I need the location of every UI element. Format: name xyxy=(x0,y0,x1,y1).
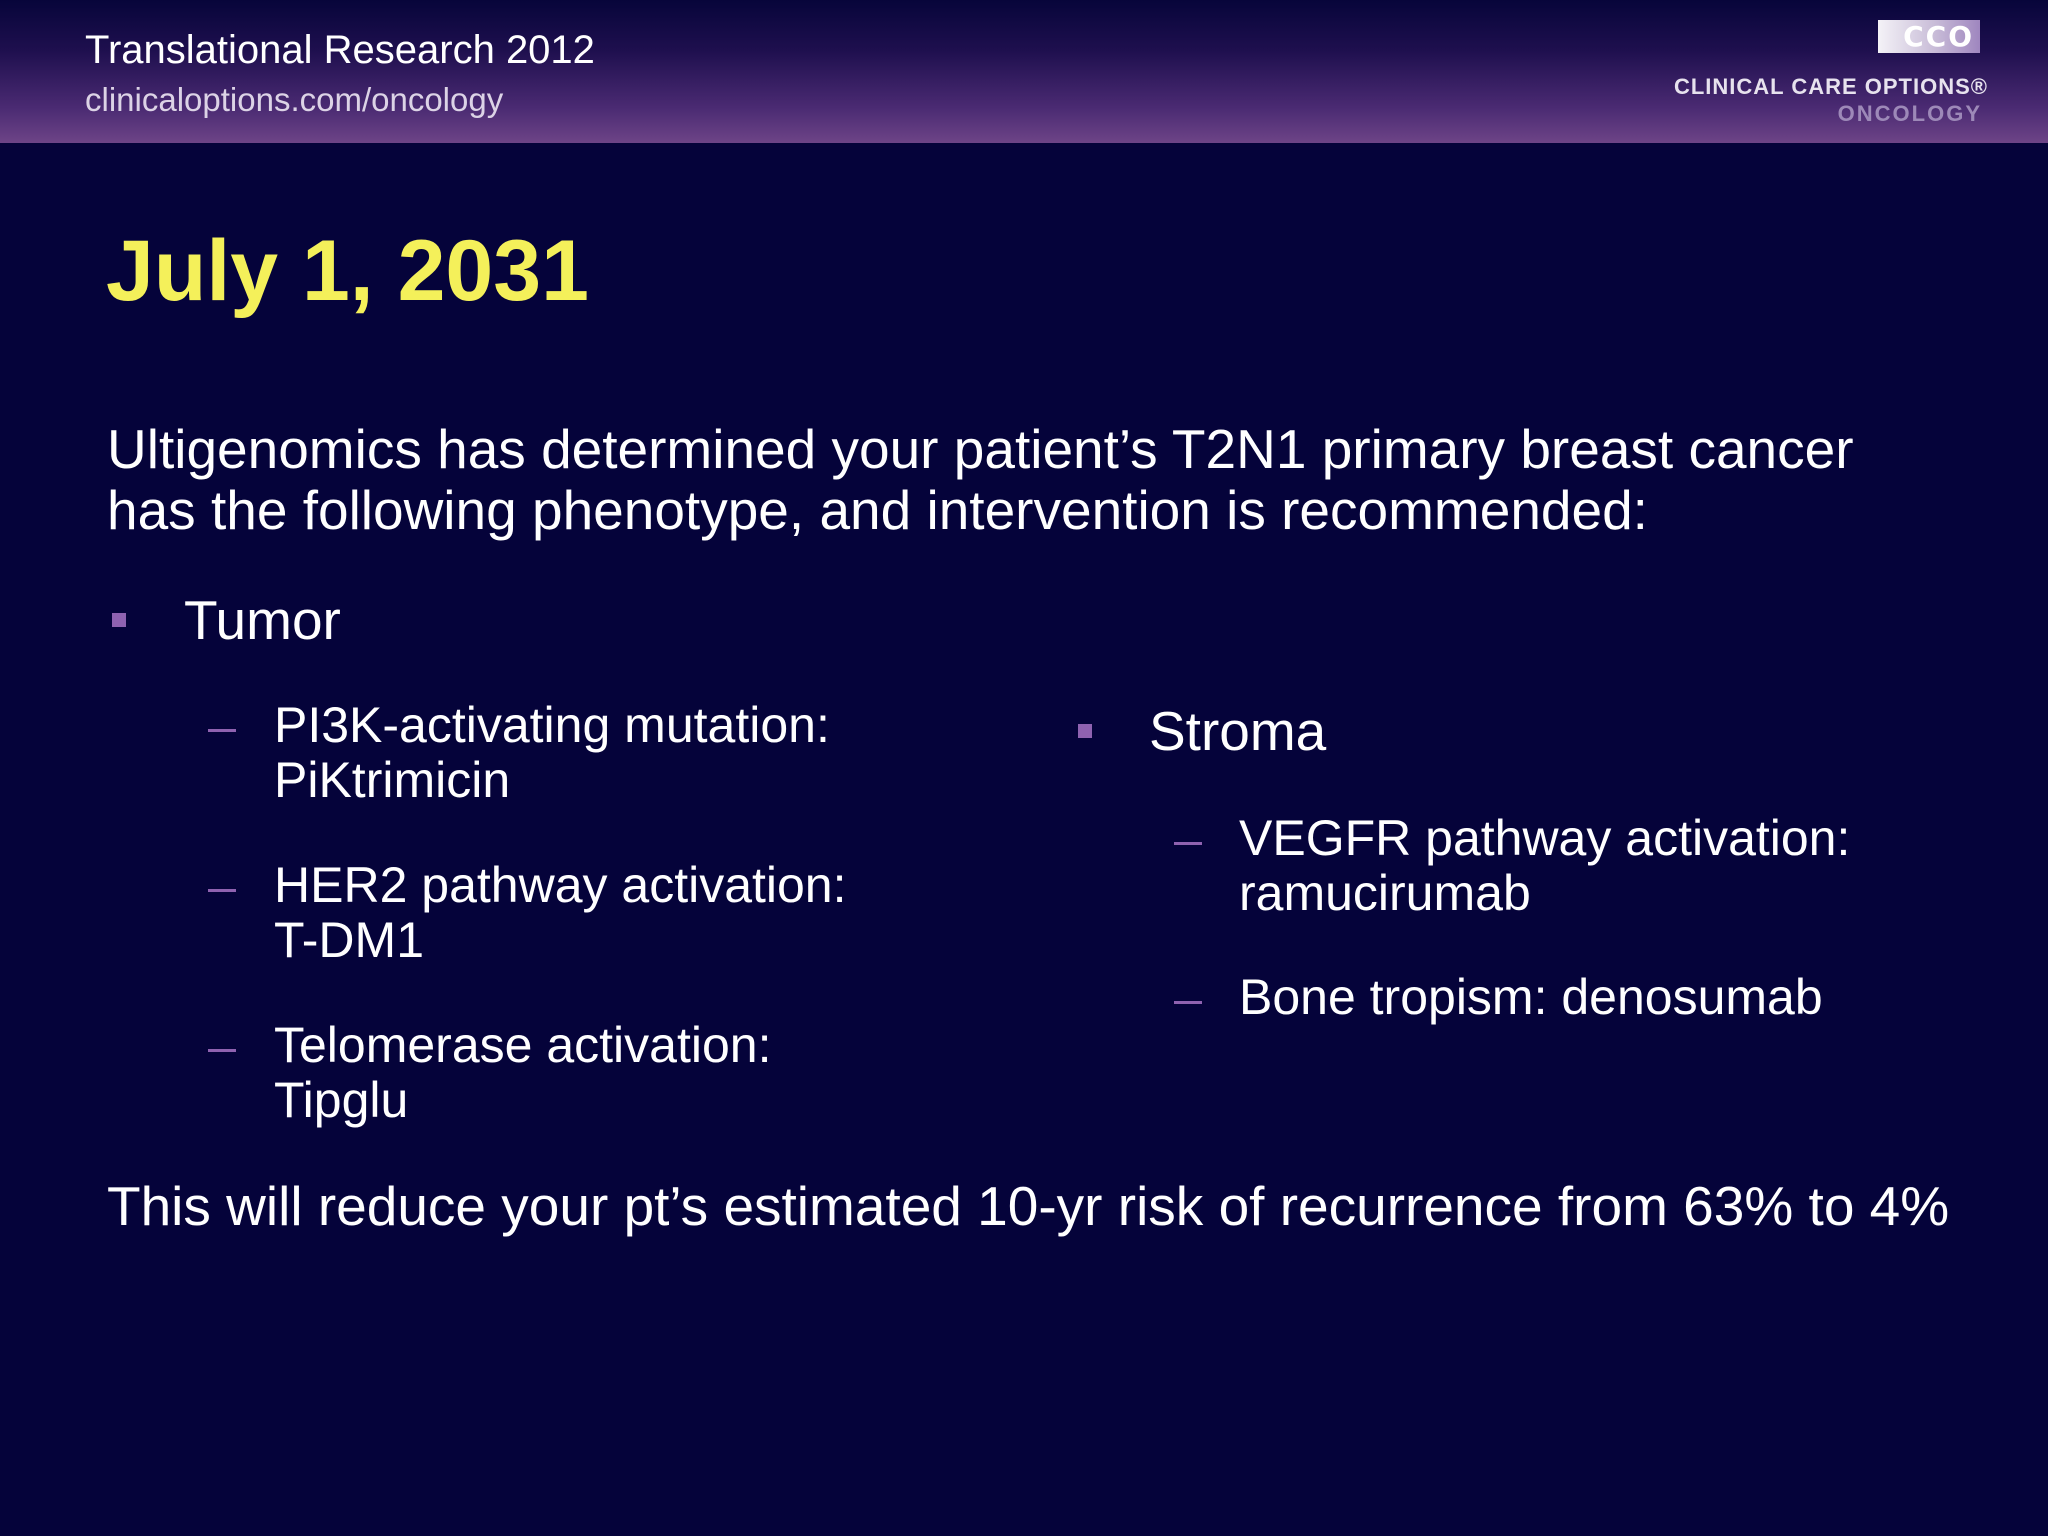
intro-line-1: Ultigenomics has determined your patient’s T2N1 primary breast cancer xyxy=(107,418,1854,480)
stroma-item-1-line-2: ramucirumab xyxy=(1239,865,1531,921)
conference-title: Translational Research 2012 xyxy=(85,28,595,72)
dash-icon xyxy=(208,889,236,892)
stroma-bullet-icon xyxy=(1078,724,1092,738)
tumor-item-1-line-1: PI3K-activating mutation: xyxy=(274,697,830,753)
logo-mark-text: CCO xyxy=(1903,20,1974,53)
intro-paragraph xyxy=(107,419,1987,541)
tumor-item-1-line-2: PiKtrimicin xyxy=(274,752,511,808)
tumor-bullet-icon xyxy=(112,613,126,627)
tumor-item-3 xyxy=(274,1018,771,1128)
tumor-item-2-line-1: HER2 pathway activation: xyxy=(274,857,847,913)
tumor-item-3-line-2: Tipglu xyxy=(274,1072,409,1128)
slide-title: July 1, 2031 xyxy=(106,223,589,319)
tumor-item-1 xyxy=(274,698,830,808)
tumor-item-2 xyxy=(274,858,847,968)
website-url: clinicaloptions.com/oncology xyxy=(85,81,504,118)
dash-icon xyxy=(1174,842,1202,845)
logo-subtitle: ONCOLOGY xyxy=(1837,101,1982,126)
stroma-item-2 xyxy=(1239,970,1823,1025)
cco-logo-mark xyxy=(1878,20,1980,53)
dash-icon xyxy=(208,1049,236,1052)
stroma-item-1-line-1: VEGFR pathway activation: xyxy=(1239,810,1851,866)
stroma-heading: Stroma xyxy=(1149,700,1327,762)
logo-name: CLINICAL CARE OPTIONS® xyxy=(1673,74,1988,99)
dash-icon xyxy=(1174,1001,1202,1004)
intro-line-2: has the following phenotype, and intervention is recommended: xyxy=(107,479,1648,541)
tumor-heading: Tumor xyxy=(184,589,341,651)
tumor-item-2-line-2: T-DM1 xyxy=(274,912,424,968)
header-banner xyxy=(0,0,2048,143)
stroma-item-2-line-1: Bone tropism: denosumab xyxy=(1239,969,1823,1025)
tumor-item-3-line-1: Telomerase activation: xyxy=(274,1017,772,1073)
dash-icon xyxy=(208,729,236,732)
stroma-item-1 xyxy=(1239,811,1850,921)
conclusion-statement: This will reduce your pt’s estimated 10-yr risk of recurrence from 63% to 4% xyxy=(107,1175,1950,1237)
